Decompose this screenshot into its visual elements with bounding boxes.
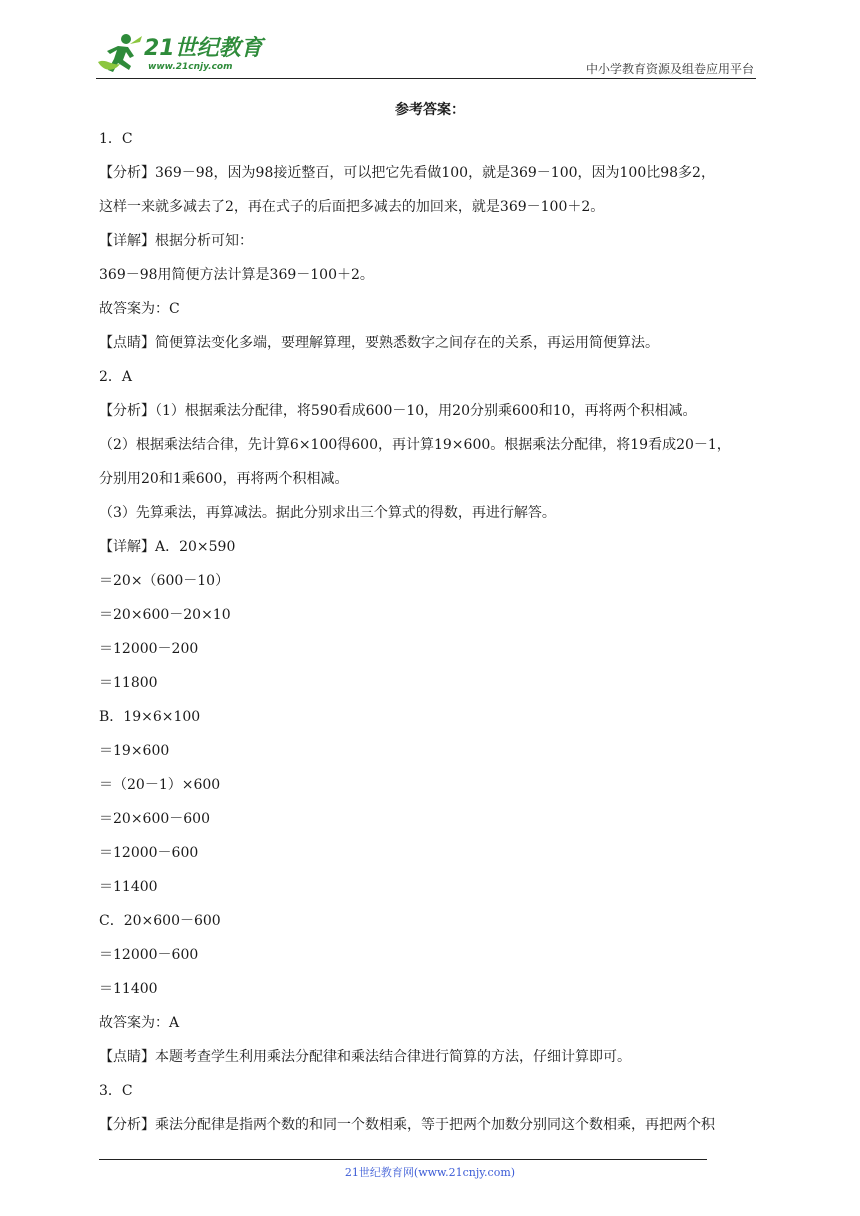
- text-line: 3．C: [99, 1083, 133, 1099]
- text-line: 这样一来就多减去了2，再在式子的后面把多减去的加回来，就是369－100＋2。: [99, 199, 605, 215]
- text-line: （2）根据乘法结合律，先计算6×100得600，再计算19×600。根据乘法分配律，将19看成20－1，: [99, 437, 731, 453]
- text-line: 【点睛】简便算法变化多端，要理解算理，要熟悉数字之间存在的关系，再运用简便算法。: [99, 335, 659, 351]
- footer-divider: [99, 1159, 707, 1160]
- page-title: 参考答案：: [395, 102, 465, 118]
- text-line: 【分析】（1）根据乘法分配律，将590看成600－10，用20分别乘600和10，再将两个积相减。: [99, 403, 697, 419]
- text-line: ＝11400: [99, 879, 158, 895]
- text-line: ＝20×600－600: [99, 811, 210, 827]
- text-line: 故答案为：A: [99, 1015, 180, 1031]
- header-divider: [96, 78, 756, 79]
- text-line: 369－98用简便方法计算是369－100＋2。: [99, 267, 374, 283]
- answer-content: [99, 129, 764, 1149]
- text-line: 【分析】乘法分配律是指两个数的和同一个数相乘，等于把两个加数分别同这个数相乘，再把两个积: [99, 1117, 715, 1133]
- logo-url: www.21cnjy.com: [148, 62, 233, 72]
- text-line: C．20×600－600: [99, 913, 221, 929]
- text-line: 2．A: [99, 369, 133, 385]
- text-line: 【详解】A．20×590: [99, 539, 236, 555]
- logo-title: 21世纪教育: [144, 36, 263, 61]
- text-line: ＝11800: [99, 675, 158, 691]
- platform-label: 中小学教育资源及组卷应用平台: [585, 62, 754, 76]
- text-line: ＝19×600: [99, 743, 170, 759]
- footer-link[interactable]: 21世纪教育网(www.21cnjy.com): [344, 1166, 516, 1179]
- site-logo[interactable]: [96, 30, 266, 76]
- text-line: ＝12000－600: [99, 845, 199, 861]
- text-line: 分别用20和1乘600，再将两个积相减。: [99, 471, 349, 487]
- text-line: ＝12000－200: [99, 641, 199, 657]
- text-line: 【详解】根据分析可知：: [99, 233, 253, 249]
- text-line: ＝11400: [99, 981, 158, 997]
- text-line: ＝（20－1）×600: [99, 777, 221, 793]
- text-line: 【分析】369－98，因为98接近整百，可以把它先看做100，就是369－100，因为100比98多2，: [99, 165, 715, 181]
- text-line: ＝20×（600－10）: [99, 573, 230, 589]
- page-header: [96, 30, 756, 80]
- text-line: B．19×6×100: [99, 709, 201, 725]
- text-line: 故答案为：C: [99, 301, 180, 317]
- text-line: （3）先算乘法，再算减法。据此分别求出三个算式的得数，再进行解答。: [99, 505, 556, 521]
- text-line: ＝12000－600: [99, 947, 199, 963]
- text-line: ＝20×600－20×10: [99, 607, 231, 623]
- running-figure-icon: [96, 32, 146, 76]
- text-line: 1．C: [99, 131, 133, 147]
- text-line: 【点睛】本题考查学生利用乘法分配律和乘法结合律进行简算的方法，仔细计算即可。: [99, 1049, 631, 1065]
